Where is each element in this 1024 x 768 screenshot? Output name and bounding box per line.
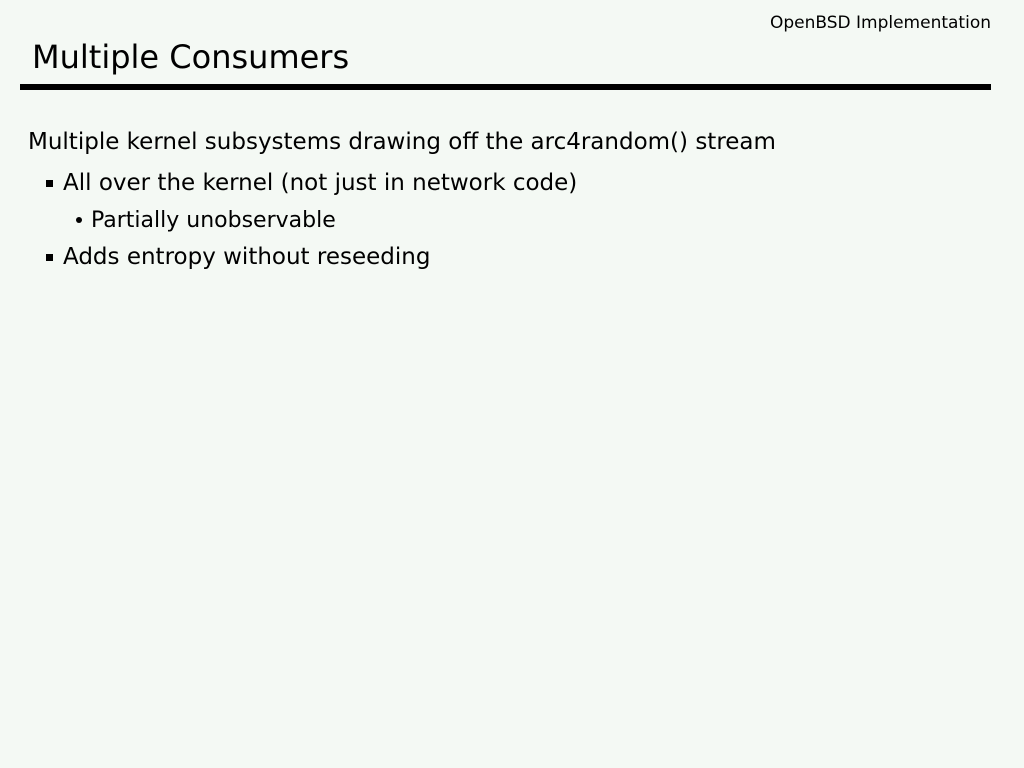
bullet-text: All over the kernel (not just in network code) (63, 169, 578, 196)
slide-content (28, 128, 1004, 281)
slide-header-label: OpenBSD Implementation (769, 13, 991, 33)
bullet-item (28, 207, 1004, 235)
bullet-item (28, 169, 1004, 198)
slide-title: Multiple Consumers (32, 38, 350, 76)
bullet-text: Partially unobservable (91, 207, 336, 233)
square-bullet-icon (46, 254, 53, 261)
dot-bullet-icon (76, 217, 82, 223)
title-rule (20, 84, 991, 90)
intro-line: Multiple kernel subsystems drawing off the arc4random() stream (28, 129, 776, 155)
square-bullet-icon (46, 180, 53, 187)
bullet-item (28, 243, 1004, 272)
bullet-text: Adds entropy without reseeding (63, 244, 431, 270)
